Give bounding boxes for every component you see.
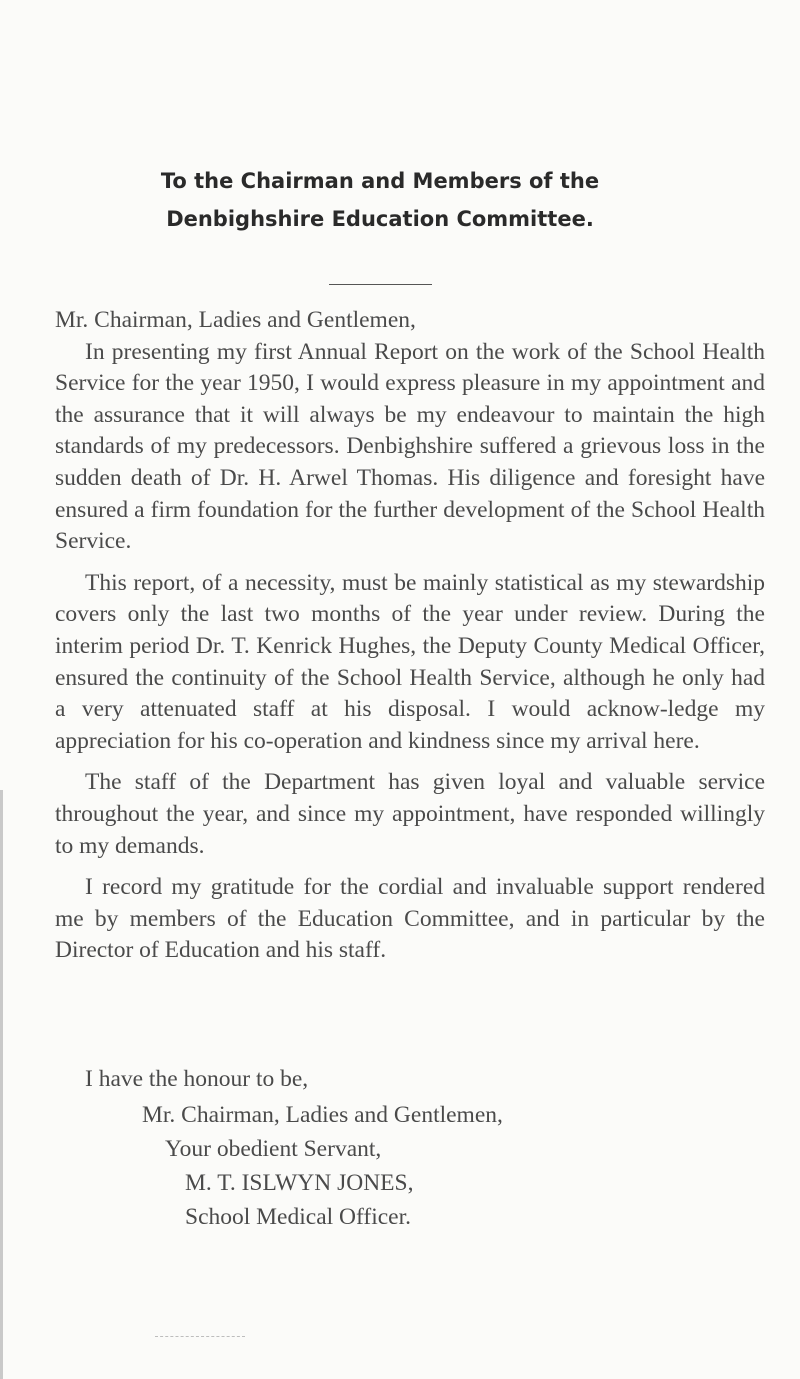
signatory-name: M. T. ISLWYN JONES, [185,1170,414,1196]
letter-heading [60,162,700,238]
paragraph-3: The staff of the Department has given loyal and valuable service throughout the year, and since my appointment, have responded willingly to my demands. [55,769,765,859]
salutation: Mr. Chairman, Ladies and Gentlemen, [55,307,416,333]
page-edge-shadow [0,790,3,1379]
closing-honour: I have the honour to be, [85,1066,309,1092]
heading-line-2: Denbighshire Education Committee. [166,207,594,231]
paragraph-2: This report, of a necessity, must be mainly statistical as my stewardship covers only the last two months of the year under review. During the interim period Dr. T. Kenrick Hughes, the Deputy County Medical Officer, ensured the continuity of the School Health Service, although he only had a very attenuated staff at his disposal. I would acknow-ledge my appreciation for his co-operation and kindness since my arrival here. [55,569,765,754]
closing-address: Mr. Chairman, Ladies and Gentlemen, [142,1102,503,1128]
heading-line-1: To the Chairman and Members of the [160,169,600,193]
paragraph-1: In presenting my first Annual Report on the work of the School Health Service for the year 1950, I would express pleasure in my appointment and the assurance that it will always be my endeavour to maintain the high standards of my predecessors. Denbighshire suffered a grievous loss in the sudden death of Dr. H. Arwel Thomas. His diligence and foresight have ensured a firm foundation for the further development of the School Health Service. [55,338,765,555]
scan-dash-mark [155,1336,245,1337]
paragraph-4: I record my gratitude for the cordial and invaluable support rendered me by members of the Education Committee, and in particular by the Director of Education and his staff. [55,874,765,964]
closing-valediction: Your obedient Servant, [165,1136,382,1162]
signatory-title: School Medical Officer. [185,1204,412,1230]
letter-body [55,305,765,967]
letter-closing [55,1062,765,1234]
heading-divider [329,284,432,285]
